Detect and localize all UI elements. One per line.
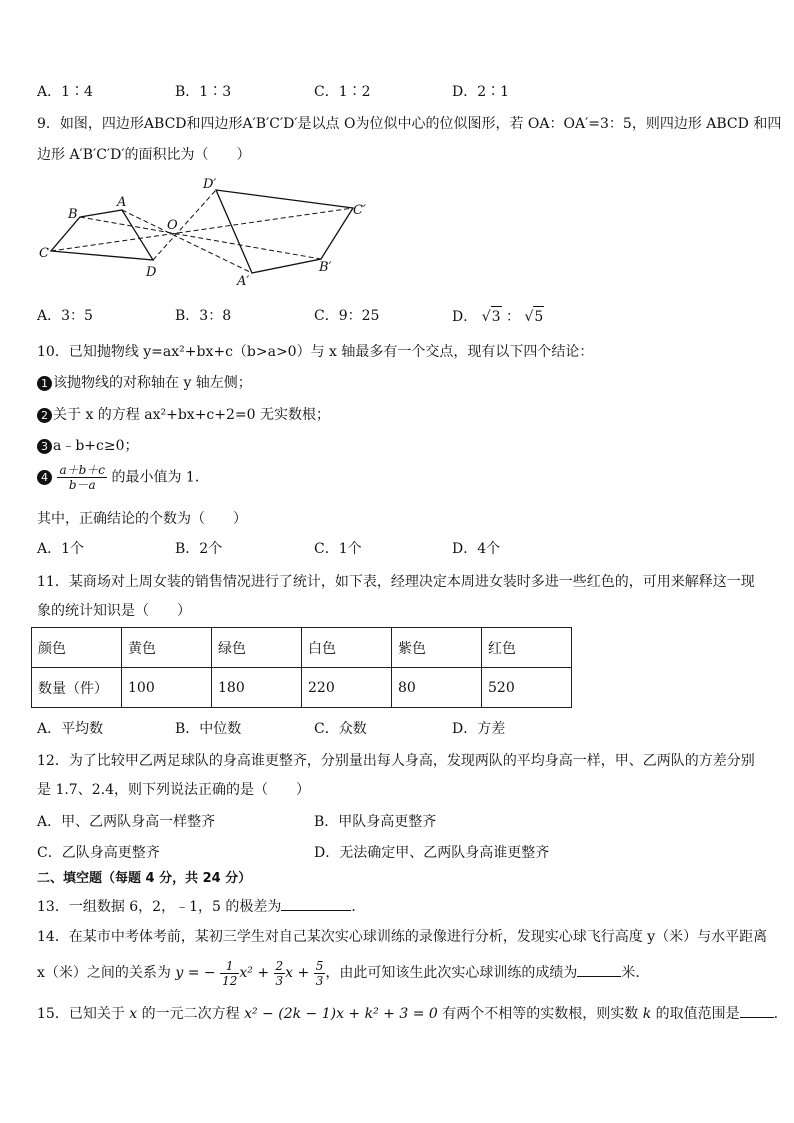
sqrt-sign: √ <box>481 309 491 325</box>
q10-conclusion-3 <box>37 436 139 456</box>
table-header-cell: 红色 <box>482 628 572 668</box>
q9-stem-line2: 边形 A′B′C′D′的面积比为（ ） <box>37 147 251 163</box>
q12-option-c: C．乙队身高更整齐 <box>37 845 160 861</box>
sqrt-3: 3 <box>491 306 502 327</box>
q10-option-b: B．2个 <box>175 541 223 557</box>
table-cell: 220 <box>302 668 392 708</box>
q9-option-b: B．3：8 <box>175 308 232 324</box>
conclusion-text: 的最小值为 1． <box>111 469 209 486</box>
ray-b <box>80 217 321 259</box>
q10-ask: 其中，正确结论的个数为（ ） <box>37 511 247 527</box>
conclusion-text: a﹣b+c≥0； <box>53 438 139 454</box>
q12-option-b: B．甲队身高更整齐 <box>314 814 437 830</box>
var-x: x <box>129 1006 138 1022</box>
label-c-prime: C′ <box>353 203 366 218</box>
label-d-prime: D′ <box>203 177 217 192</box>
numerator: 1 <box>220 959 239 974</box>
table-cell: 80 <box>392 668 482 708</box>
answer-blank[interactable] <box>281 896 351 911</box>
q10-option-c: C．1个 <box>314 541 362 557</box>
sqrt-5: 5 <box>533 306 544 327</box>
q15-text: 15．已知关于 <box>37 1006 125 1022</box>
q10-stem: 10．已知抛物线 y=ax²+bx+c（b>a>0）与 x 轴最多有一个交点，现有以下四个结论： <box>37 344 594 360</box>
table-cell: 520 <box>482 668 572 708</box>
table-header-cell: 紫色 <box>392 628 482 668</box>
label-c: C <box>39 246 49 261</box>
q14-stem-line2 <box>37 958 649 988</box>
q14-stem-line1: 14．在某市中考体考前，某初三学生对自己某次实心球训练的录像进行分析，发现实心球飞行高度 y（米）与水平距离 <box>37 929 768 945</box>
table-cell: 180 <box>212 668 302 708</box>
q12-option-a: A．甲、乙两队身高一样整齐 <box>37 814 216 830</box>
q13 <box>37 896 365 917</box>
q15-end: . <box>773 1006 779 1022</box>
circled-number: 4 <box>37 470 52 485</box>
sqrt-sign: √ <box>524 309 534 325</box>
q9-option-d <box>452 306 544 327</box>
table-header-cell: 白色 <box>302 628 392 668</box>
eq-part: x + <box>285 965 310 981</box>
q12-stem-line1: 12．为了比较甲乙两足球队的身高谁更整齐，分别量出每人身高，发现两队的平均身高一样，甲、乙两队的方差分别 <box>37 753 755 769</box>
q11-option-c: C．众数 <box>314 721 367 737</box>
q14-unit: 米． <box>621 965 650 981</box>
q14-text: ，由此可知该生此次实心球训练的成绩为 <box>325 965 578 981</box>
fraction <box>314 959 326 988</box>
table-row <box>32 628 572 668</box>
eq-part: y = − <box>175 965 216 981</box>
q8-option-d: D．2∶1 <box>452 84 510 100</box>
q10-conclusion-1 <box>37 373 252 393</box>
circled-number: 2 <box>37 408 52 423</box>
fraction <box>274 959 286 988</box>
table-header-cell: 颜色 <box>32 628 122 668</box>
q8-option-a: A．1∶4 <box>37 84 93 100</box>
label-d: D <box>146 265 157 280</box>
table-header-cell: 黄色 <box>122 628 212 668</box>
numerator: a＋b＋c <box>59 463 106 477</box>
q8-option-b: B．1∶3 <box>175 84 232 100</box>
label-b: B <box>68 207 78 222</box>
label-a: A <box>117 195 127 210</box>
eq-part: x² + <box>239 965 270 981</box>
conclusion-text: 关于 x 的方程 ax²+bx+c+2=0 无实数根； <box>53 407 330 423</box>
denominator: 3 <box>315 973 324 988</box>
q9-figure <box>35 172 390 287</box>
ratio-sep: ： <box>505 309 520 325</box>
q15 <box>37 1003 778 1024</box>
section-heading: 二、填空题（每题 4 分，共 24 分） <box>37 871 252 886</box>
circled-number: 3 <box>37 439 52 454</box>
label-o: O <box>167 218 178 233</box>
q12-stem-line2: 是 1.7、2.4，则下列说法正确的是（ ） <box>37 782 310 798</box>
q11-stem-line1: 11．某商场对上周女装的销售情况进行了统计，如下表，经理决定本周进女装时多进一些红色的，可用来解释这一现 <box>37 574 755 590</box>
denominator: 12 <box>222 973 238 988</box>
denominator: b－a <box>68 478 96 492</box>
q10-option-d: D．4个 <box>452 541 501 557</box>
q15-text: 有两个不相等的实数根，则实数 <box>442 1006 639 1022</box>
sales-table <box>31 627 572 708</box>
table-header-cell: 绿色 <box>212 628 302 668</box>
ray-d <box>153 190 216 260</box>
conclusion-text: 该抛物线的对称轴在 y 轴左侧； <box>53 375 252 391</box>
q10-conclusion-4 <box>37 463 209 492</box>
fraction <box>220 959 239 988</box>
label-b-prime: B′ <box>319 260 332 275</box>
q9-option-d-label: D． <box>452 309 478 325</box>
denominator: 3 <box>275 973 284 988</box>
q15-text: 的取值范围是 <box>655 1006 740 1022</box>
var-k: k <box>642 1006 652 1022</box>
q15-equation: x² − (2k − 1)x + k² + 3 = 0 <box>244 1006 438 1022</box>
q11-option-a: A．平均数 <box>37 721 104 737</box>
q11-option-d: D．方差 <box>452 721 506 737</box>
answer-blank[interactable] <box>577 962 621 977</box>
numerator: 5 <box>315 958 324 973</box>
q9-option-a: A．3：5 <box>37 308 93 324</box>
table-row <box>32 668 572 708</box>
q9-stem-line1: 9．如图，四边形ABCD和四边形A′B′C′D′是以点 O为位似中心的位似图形，若 OA：OA′=3：5，则四边形 ABCD 和四 <box>37 116 782 132</box>
answer-blank[interactable] <box>740 1003 774 1018</box>
q15-text: 的一元二次方程 <box>141 1006 240 1022</box>
numerator: 2 <box>275 958 284 973</box>
q11-stem-line2: 象的统计知识是（ ） <box>37 603 191 619</box>
q11-option-b: B．中位数 <box>175 721 242 737</box>
q12-option-d: D．无法确定甲、乙两队身高谁更整齐 <box>314 845 550 861</box>
circled-number: 1 <box>37 376 52 391</box>
quad-abcd-prime <box>216 190 353 273</box>
table-cell: 数量（件） <box>32 668 122 708</box>
q9-option-c: C．9：25 <box>314 308 380 324</box>
q10-conclusion-2 <box>37 405 330 425</box>
q14-text: x（米）之间的关系为 <box>37 965 171 981</box>
q13-text: 13．一组数据 6，2，﹣1，5 的极差为 <box>37 899 282 915</box>
table-cell: 100 <box>122 668 212 708</box>
q8-option-c: C．1∶2 <box>314 84 371 100</box>
fraction <box>57 463 107 492</box>
q10-option-a: A．1个 <box>37 541 85 557</box>
q13-end: ． <box>351 899 366 915</box>
label-a-prime: A′ <box>237 274 250 287</box>
